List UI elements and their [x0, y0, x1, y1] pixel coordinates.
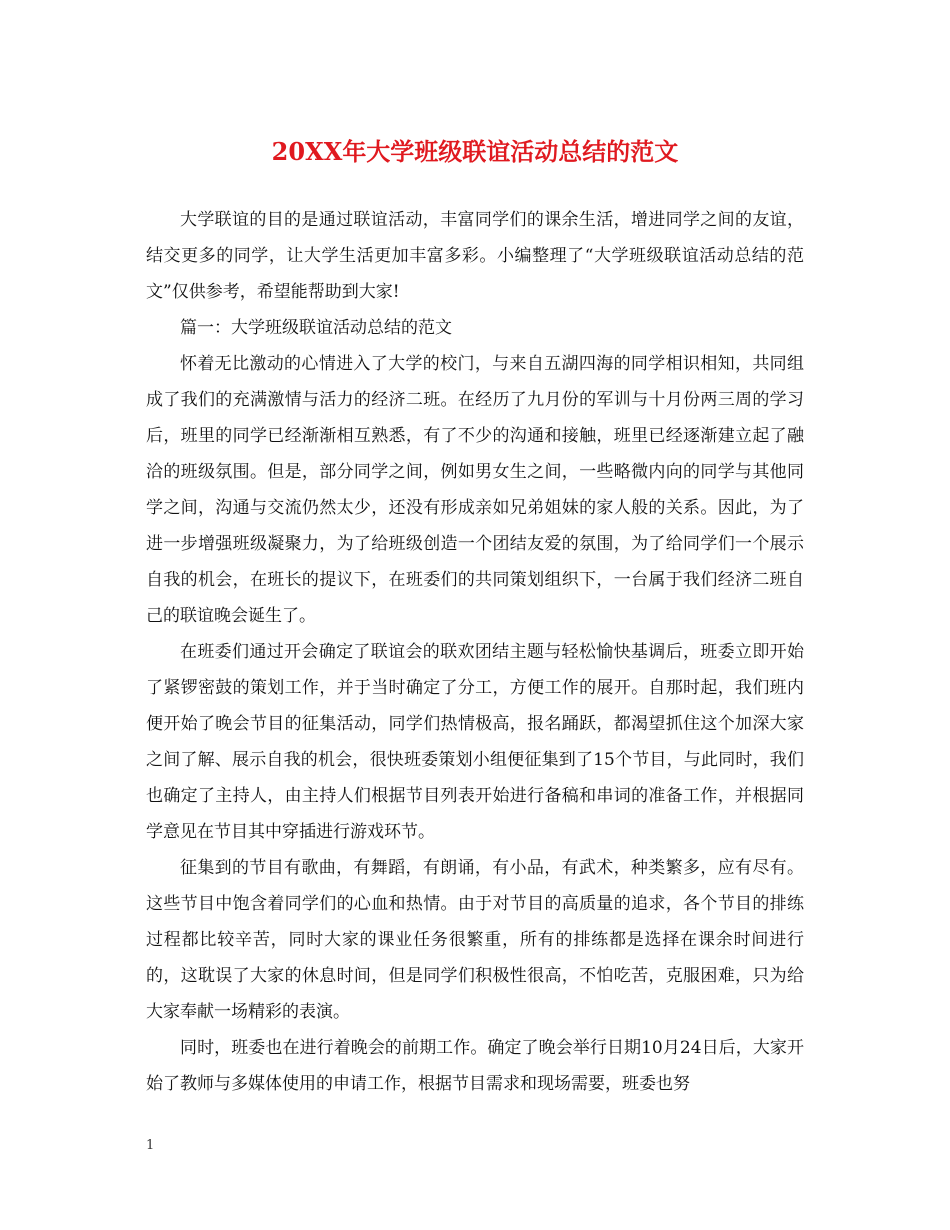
document-body — [146, 202, 804, 1102]
paragraph-intro: 大学联谊的目的是通过联谊活动，丰富同学们的课余生活，增进同学之间的友谊，结交更多的同学，让大学生活更加丰富多彩。小编整理了“大学班级联谊活动总结的范文”仅供参考，希望能帮助到大家! — [146, 210, 804, 302]
paragraph: 怀着无比激动的心情进入了大学的校门，与来自五湖四海的同学相识相知，共同组成了我们的充满激情与活力的经济二班。在经历了九月份的军训与十月份两三周的学习后，班里的同学已经渐渐相互熟悉，有了不少的沟通和接触，班里已经逐渐建立起了融洽的班级氛围。但是，部分同学之间，例如男女生之间，一些略微内向的同学与其他同学之间，沟通与交流仍然太少，还没有形成亲如兄弟姐妹的家人般的关系。因此，为了进一步增强班级凝聚力，为了给班级创造一个团结友爱的氛围，为了给同学们一个展示自我的机会，在班长的提议下，在班委们的共同策划组织下，一台属于我们经济二班自己的联谊晚会诞生了。 — [146, 354, 804, 626]
paragraph: 征集到的节目有歌曲，有舞蹈，有朗诵，有小品，有武术，种类繁多，应有尽有。这些节目中饱含着同学们的心血和热情。由于对节目的高质量的追求，各个节目的排练过程都比较辛苦，同时大家的课业任务很繁重，所有的排练都是选择在课余时间进行的，这耽误了大家的休息时间，但是同学们积极性很高，不怕吃苦，克服困难，只为给大家奉献一场精彩的表演。 — [146, 858, 804, 1022]
document-title: 20XX年大学班级联谊活动总结的范文 — [271, 137, 679, 166]
paragraph: 在班委们通过开会确定了联谊会的联欢团结主题与轻松愉快基调后，班委立即开始了紧锣密鼓的策划工作，并于当时确定了分工，方便工作的展开。自那时起，我们班内便开始了晚会节目的征集活动，同学们热情极高，报名踊跃，都渴望抓住这个加深大家之间了解、展示自我的机会，很快班委策划小组便征集到了15个节目，与此同时，我们也确定了主持人，由主持人们根据节目列表开始进行备稿和串词的准备工作，并根据同学意见在节目其中穿插进行游戏环节。 — [146, 642, 804, 842]
page-number: 1 — [146, 1138, 155, 1153]
section-heading: 篇一：大学班级联谊活动总结的范文 — [180, 318, 452, 338]
paragraph: 同时，班委也在进行着晚会的前期工作。确定了晚会举行日期10月24日后，大家开始了教师与多媒体使用的申请工作，根据节目需求和现场需要，班委也努 — [146, 1038, 804, 1094]
